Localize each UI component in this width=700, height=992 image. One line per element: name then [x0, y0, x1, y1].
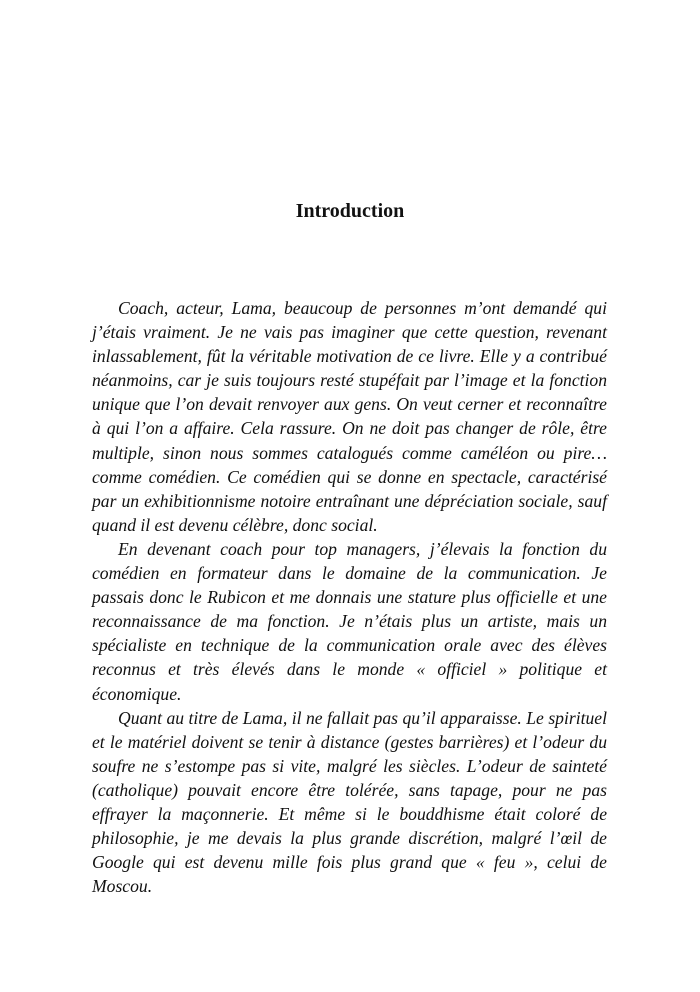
body-text	[92, 296, 607, 898]
paragraph-3: Quant au titre de Lama, il ne fallait pas qu’il apparaisse. Le spirituel et le matériel doivent se tenir à distance (gestes barrières) et l’odeur du soufre ne s’estompe pas si vite, malgré les siècles. L’odeur de sainteté (catholique) pouvait encore être tolérée, sans tapage, pour ne pas effrayer la maçonnerie. Et même si le bouddhisme était coloré de philosophie, je me devais la plus grande discrétion, malgré l’œil de Google qui est devenu mille fois plus grand que « feu », celui de Moscou.	[92, 707, 607, 897]
chapter-title: Introduction	[295, 200, 405, 222]
paragraph-1: Coach, acteur, Lama, beaucoup de personnes m’ont demandé qui j’étais vraiment. Je ne vais pas imaginer que cette question, revenant inlassablement, fût la véritable motivation de ce livre. Elle y a contribué néanmoins, car je suis toujours resté stupéfait par l’image et la fonction unique que l’on devait renvoyer aux gens. On veut cerner et reconnaître à qui l’on a affaire. Cela rassure. On ne doit pas changer de rôle, être multiple, sinon nous sommes catalogués comme caméléon ou pire… comme comédien. Ce comédien qui se donne en spectacle, caractérisé par un exhibitionnisme notoire entraînant une dépréciation sociale, sauf quand il est devenu célèbre, donc social.	[92, 298, 607, 535]
paragraph-2: En devenant coach pour top managers, j’élevais la fonction du comédien en formateur dans le domaine de la communication. Je passais donc le Rubicon et me donnais une stature plus officielle et une reconnaissance de ma fonction. Je n’étais plus un artiste, mais un spécialiste en technique de la communication orale avec des élèves reconnus et très élevés dans le monde « officiel » politique et économique.	[92, 538, 607, 704]
